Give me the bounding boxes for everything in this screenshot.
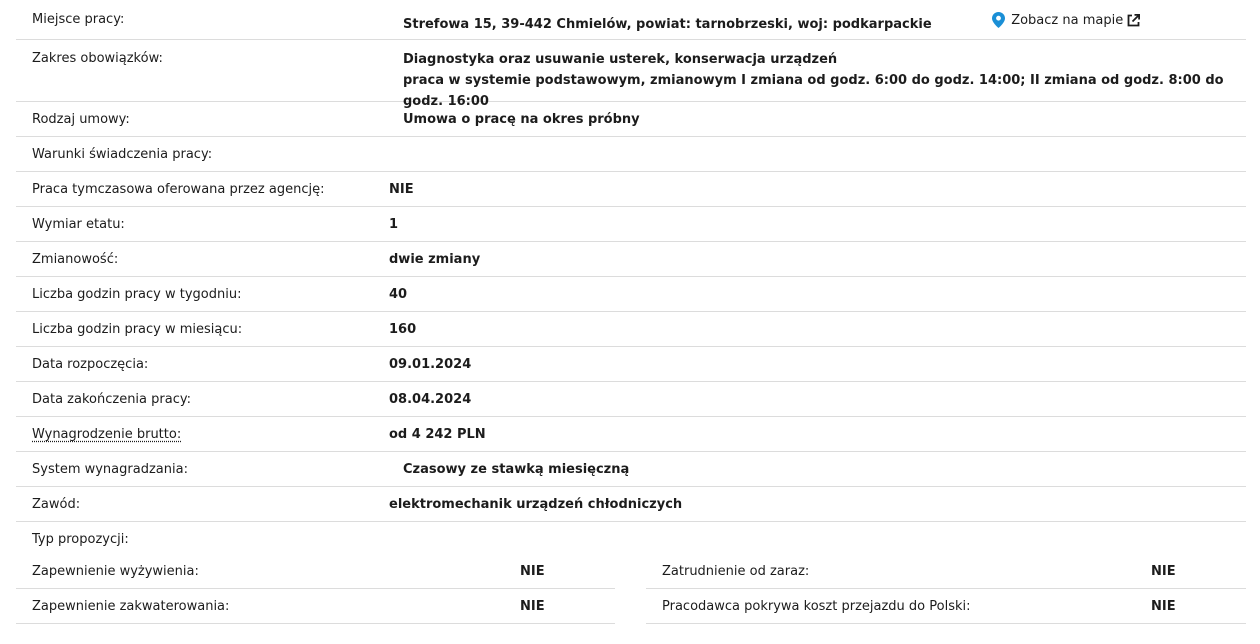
value-job-size: 1 xyxy=(389,216,399,232)
gross-salary-tooltip-trigger[interactable]: Wynagrodzenie brutto: xyxy=(32,426,182,442)
benefits-right-column xyxy=(646,554,1246,624)
row-weekly-hours xyxy=(16,277,1246,312)
row-temp-agency xyxy=(16,172,1246,207)
workplace-address: Strefowa 15, 39-442 Chmielów, powiat: tarnobrzeski, woj: podkarpackie xyxy=(403,17,932,32)
row-pay-system xyxy=(16,452,1246,487)
value-end-date: 08.04.2024 xyxy=(389,391,472,407)
row-monthly-hours xyxy=(16,312,1246,347)
label-weekly-hours: Liczba godzin pracy w tygodniu: xyxy=(32,286,242,302)
label-travel-cost: Pracodawca pokrywa koszt przejazdu do Polski: xyxy=(662,598,971,614)
row-occupation xyxy=(16,487,1246,522)
label-gross-salary[interactable] xyxy=(16,427,389,442)
label-pay-system: System wynagradzania: xyxy=(32,461,188,477)
map-pin-icon xyxy=(992,12,1005,28)
value-meals: NIE xyxy=(520,563,545,579)
row-job-size xyxy=(16,207,1246,242)
row-start-date xyxy=(16,347,1246,382)
benefit-row-meals xyxy=(16,554,615,589)
label-shifts: Zmianowość: xyxy=(32,251,119,267)
value-start-date: 09.01.2024 xyxy=(389,356,472,372)
duties-line-1: Diagnostyka oraz usuwanie usterek, konserwacja urządzeń xyxy=(403,52,838,67)
benefit-row-immediate xyxy=(646,554,1246,589)
value-temp-agency: NIE xyxy=(389,181,414,197)
duties-line-2: praca w systemie podstawowym, zmianowym I zmiana od godz. 6:00 do godz. 14:00; II zmiana od godz. 8:00 do godz. 16:00 xyxy=(403,73,1224,109)
benefits-grid xyxy=(16,554,1246,624)
label-job-size: Wymiar etatu: xyxy=(32,216,125,232)
label-work-conditions: Warunki świadczenia pracy: xyxy=(32,146,213,162)
value-gross-salary: od 4 242 PLN xyxy=(389,426,486,442)
value-shifts: dwie zmiany xyxy=(389,251,481,267)
value-workplace xyxy=(389,0,1246,39)
value-immediate: NIE xyxy=(1151,563,1176,579)
map-link[interactable] xyxy=(992,12,1146,28)
value-duties xyxy=(389,40,1246,109)
label-occupation: Zawód: xyxy=(32,496,81,512)
map-link-label: Zobacz na mapie xyxy=(1011,12,1124,28)
label-meals: Zapewnienie wyżywienia: xyxy=(32,563,199,579)
external-link-icon xyxy=(1127,14,1140,27)
value-accommodation: NIE xyxy=(520,598,545,614)
label-immediate: Zatrudnienie od zaraz: xyxy=(662,563,810,579)
label-temp-agency: Praca tymczasowa oferowana przez agencję: xyxy=(32,181,325,197)
value-weekly-hours: 40 xyxy=(389,286,408,302)
row-duties xyxy=(16,40,1246,109)
row-shifts xyxy=(16,242,1246,277)
benefits-left-column xyxy=(16,554,615,624)
label-duties: Zakres obowiązków: xyxy=(32,51,163,66)
value-pay-system: Czasowy ze stawką miesięczną xyxy=(403,461,630,477)
benefit-row-accommodation xyxy=(16,589,615,624)
value-contract-type: Umowa o pracę na okres próbny xyxy=(403,111,640,127)
label-contract-type: Rodzaj umowy: xyxy=(32,111,130,127)
label-start-date: Data rozpoczęcia: xyxy=(32,356,149,372)
label-offer-type: Typ propozycji: xyxy=(32,532,129,547)
benefit-row-travel-cost xyxy=(646,589,1246,624)
row-end-date xyxy=(16,382,1246,417)
value-occupation: elektromechanik urządzeń chłodniczych xyxy=(389,496,683,512)
row-workplace xyxy=(16,0,1246,40)
value-travel-cost: NIE xyxy=(1151,598,1176,614)
row-offer-type xyxy=(16,522,1246,557)
row-work-conditions xyxy=(16,137,1246,172)
label-end-date: Data zakończenia pracy: xyxy=(32,391,191,407)
label-accommodation: Zapewnienie zakwaterowania: xyxy=(32,598,230,614)
label-workplace: Miejsce pracy: xyxy=(32,12,125,27)
value-monthly-hours: 160 xyxy=(389,321,417,337)
job-details-table xyxy=(16,0,1246,557)
label-monthly-hours: Liczba godzin pracy w miesiącu: xyxy=(32,321,243,337)
row-gross-salary xyxy=(16,417,1246,452)
